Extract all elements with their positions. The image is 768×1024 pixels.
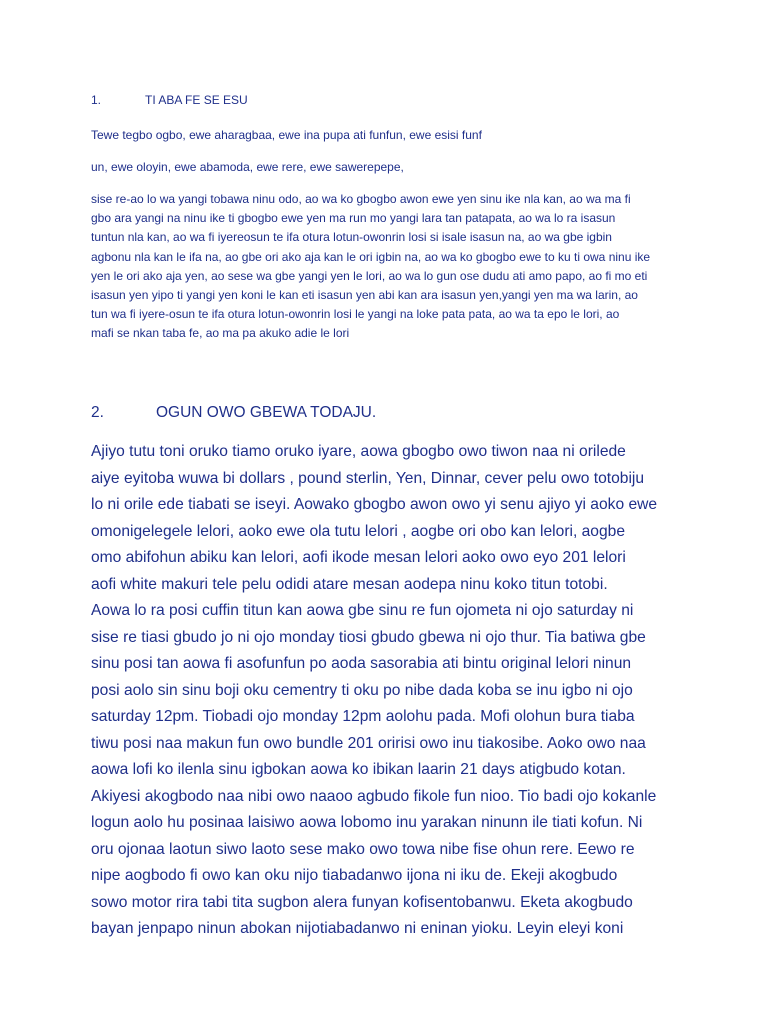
paragraph-line: omonigelegele lelori, aoko ewe ola tutu lelori , aogbe ori obo kan lelori, aogbe xyxy=(91,522,626,540)
paragraph-line: sise re tiasi gbudo jo ni ojo monday tiosi gbudo gbewa ni ojo thur. Tia batiwa gbe xyxy=(91,628,646,646)
section-2-title: OGUN OWO GBEWA TODAJU. xyxy=(156,404,377,421)
paragraph-line: nipe aogbodo fi owo kan oku nijo tiabadanwo ijona ni iku de. Ekeji akogbudo xyxy=(91,867,618,884)
paragraph-line: oru ojonaa laotun siwo laoto sese mako owo towa nibe fise ohun rere. Eewo re xyxy=(91,840,635,858)
paragraph-line: gbo ara yangi na ninu ike ti gbogbo ewe yen ma run mo yangi lara tan patapata, ao wa lo ra isasun xyxy=(91,211,616,226)
section-2-paragraph xyxy=(91,439,711,943)
paragraph-line: Ajiyo tutu toni oruko tiamo oruko iyare, aowa gbogbo owo tiwon naa ni orilede xyxy=(91,443,626,460)
paragraph-line: bayan jenpapo ninun abokan nijotiabadanwo ni eninan yioku. Leyin eleyi koni xyxy=(91,920,624,937)
paragraph-line: lo ni orile ede tiabati se iseyi. Aowako gbogbo awon owo yi senu ajiyo yi aoko ewe xyxy=(91,496,658,513)
section-1-title: TI ABA FE SE ESU xyxy=(145,93,248,107)
section-2-number: 2. xyxy=(91,404,104,421)
paragraph-line: aowa lofi ko ilenla sinu igbokan aowa ko ibikan laarin 21 days atigbudo kotan. xyxy=(91,761,626,778)
paragraph-line: yen le ori ako aja yen, ao sese wa gbe yangi yen le lori, ao wa lo gun ose dudu ati amo papo, ao fi mo eti xyxy=(91,268,648,283)
paragraph-line: Akiyesi akogbodo naa nibi owo naaoo agbudo fikole fun nioo. Tio badi ojo kokanle xyxy=(91,787,657,805)
paragraph-line: isasun yen yipo ti yangi yen koni le kan eti isasun yen abi kan ara isasun yen,yangi yen ma wa larin, ao xyxy=(91,288,638,303)
paragraph-line: tiwu posi naa makun fun owo bundle 201 oririsi owo inu tiakosibe. Aoko owo naa xyxy=(91,734,646,752)
paragraph-line: posi aolo sin sinu boji oku cementry ti oku po nibe dada koba se inu igbo ni ojo xyxy=(91,681,633,699)
paragraph-line: omo abifohun abiku kan lelori, aofi ikode mesan lelori aoko owo eyo 201 lelori xyxy=(91,549,626,566)
section-1-paragraph-1: Tewe tegbo ogbo, ewe aharagbaa, ewe ina pupa ati funfun, ewe esisi funf xyxy=(91,128,482,142)
section-1-number: 1. xyxy=(91,93,102,107)
paragraph-line: aiye eyitoba wuwa bi dollars , pound sterlin, Yen, Dinnar, cever pelu owo totobiju xyxy=(91,469,645,487)
paragraph-line: logun aolo hu posinaa laisiwo aowa lobomo inu yarakan ninunn ile tiati kofun. Ni xyxy=(91,814,643,831)
paragraph-line: aofi white makuri tele pelu odidi atare mesan aodepa ninu koko titun totobi. xyxy=(91,575,608,593)
section-2-heading xyxy=(91,404,376,422)
paragraph-line: sise re-ao lo wa yangi tobawa ninu odo, ao wa ko gbogbo awon ewe yen sinu ike nla kan, ao wa ma fi xyxy=(91,192,631,206)
paragraph-line: tun wa fi iyere-osun te ifa otura lotun-owonrin losi le yangi na loke pata pata, ao wa ta epo le lori, ao xyxy=(91,307,620,322)
section-1-paragraph-2: un, ewe oloyin, ewe abamoda, ewe rere, ewe sawerepepe, xyxy=(91,160,404,174)
section-1-paragraph-3 xyxy=(91,190,711,344)
paragraph-line: tuntun nla kan, ao wa fi iyereosun te ifa otura lotun-owonrin losi si isale isasun na, ao wa gbe igbin xyxy=(91,230,612,245)
paragraph-line: Aowa lo ra posi cuffin titun kan aowa gbe sinu re fun ojometa ni ojo saturday ni xyxy=(91,602,634,619)
section-1-heading xyxy=(91,93,248,107)
paragraph-line: saturday 12pm. Tiobadi ojo monday 12pm aolohu pada. Mofi olohun bura tiaba xyxy=(91,708,635,725)
paragraph-line: agbonu nla kan le ifa na, ao gbe ori ako aja kan le ori igbin na, ao wa ko gbogbo ewe to ku ti owa ninu ike xyxy=(91,249,651,264)
paragraph-line: sowo motor rira tabi tita sugbon alera funyan kofisentobanwu. Eketa akogbudo xyxy=(91,893,633,911)
paragraph-line: mafi se nkan taba fe, ao ma pa akuko adie le lori xyxy=(91,326,350,341)
paragraph-line: sinu posi tan aowa fi asofunfun po aoda sasorabia ati bintu original lelori ninun xyxy=(91,655,632,672)
